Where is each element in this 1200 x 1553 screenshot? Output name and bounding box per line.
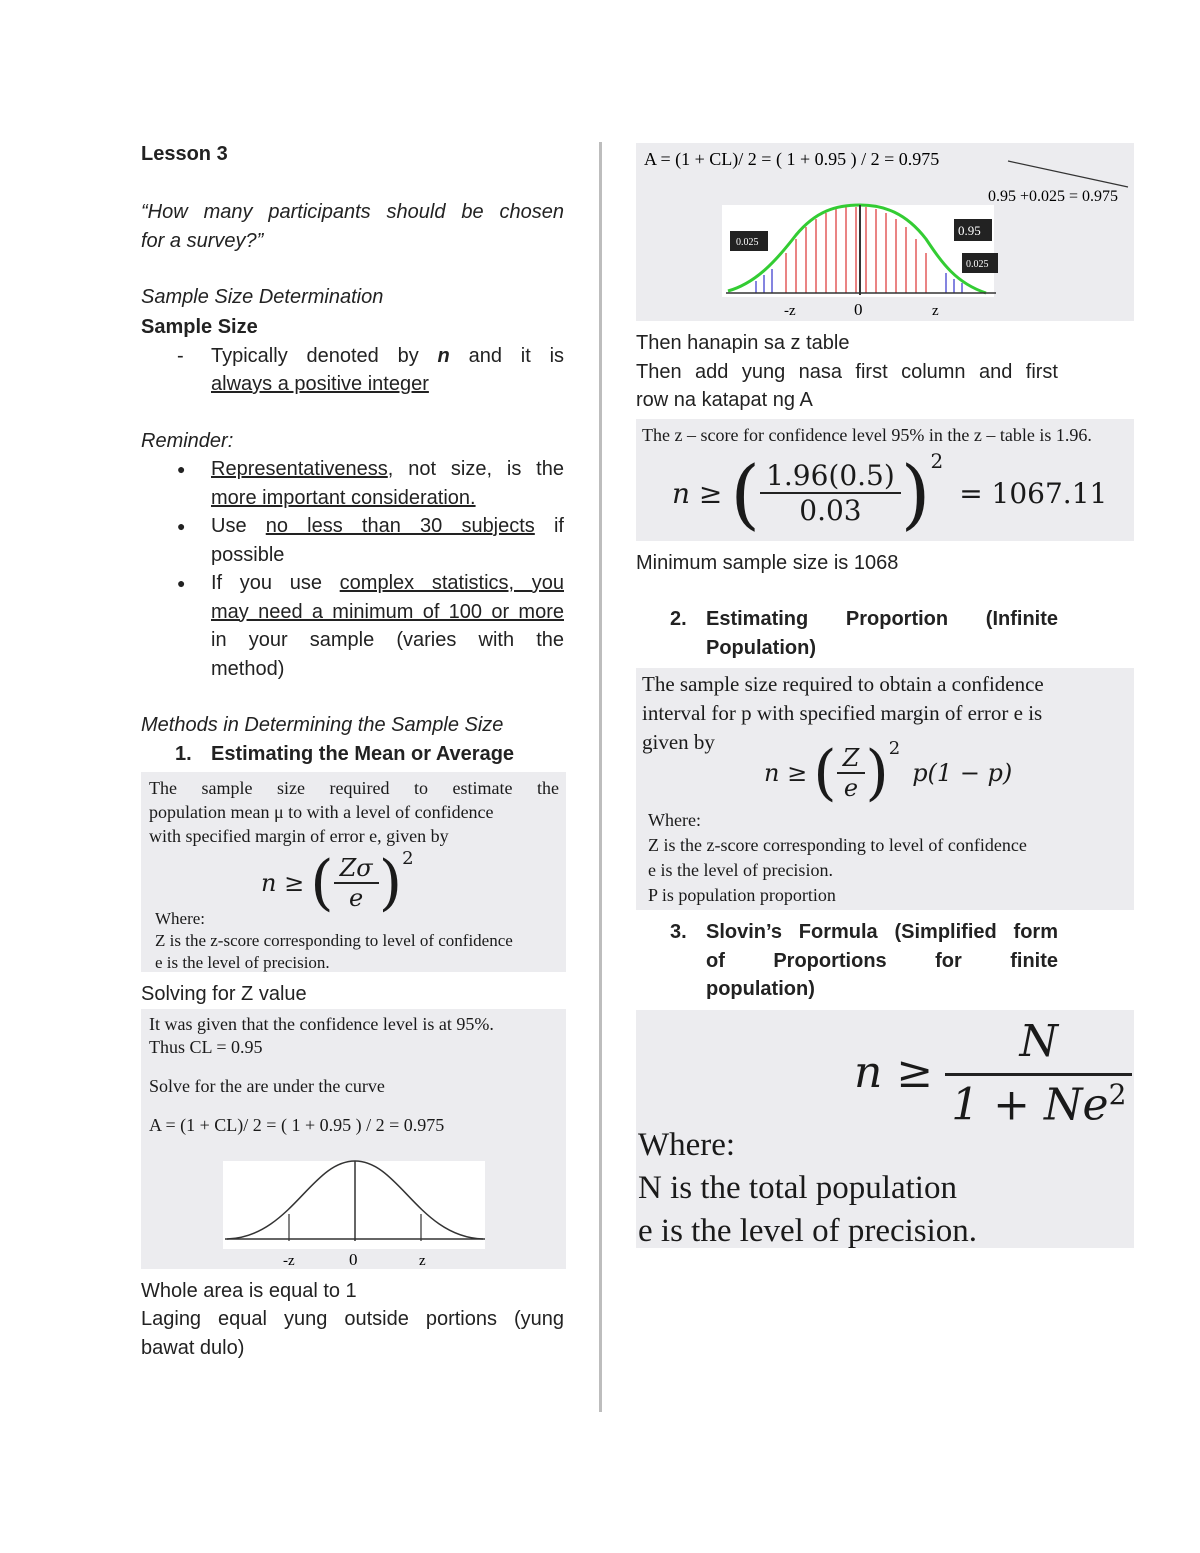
reminder-heading: Reminder: [141,429,234,452]
img1-exponent: 2 [402,848,414,869]
box-left-label: 0.025 [736,237,759,248]
z-curve-image [141,1009,566,1269]
slovin-formula-image [636,1010,1134,1248]
method-3-line-3: population) [706,978,815,1000]
area-diagram [636,143,1134,321]
then-1: Then hanapin sa z table [636,332,850,354]
img1-line-3: with specified margin of error e, given by [149,826,449,846]
area-diagram-image [636,143,1134,321]
whole-area-text: Whole area is equal to 1 [141,1279,357,1302]
method-1-title: Estimating the Mean or Average [211,742,515,765]
img1-fraction [334,854,379,912]
method-1-number: 1. [175,742,192,765]
img6-denominator-text: 1 + Ne [951,1079,1109,1131]
box-right-label: 0.025 [966,259,989,270]
img4-fraction [760,459,901,527]
question-line-1: “How many participants should be chosen [141,201,564,223]
img6-denominator [945,1076,1132,1131]
method-2-number: 2. [670,608,687,630]
typ-text-end: and it is [449,344,565,367]
img5-where-3: P is population proportion [648,885,836,905]
img5-denominator: e [843,774,859,802]
curve-background [223,1161,485,1249]
bullet-marker: ● [177,518,186,534]
r2-text-end: if [534,515,564,537]
neg-z-label: -z [283,1252,295,1269]
r3-line-4: method) [211,657,285,680]
img5-line-2: interval for p with specified margin of error e is [642,701,1043,725]
r1-underlined: Representativeness [211,458,388,480]
img1-line-2: population mean μ to with a level of confidence [149,802,494,822]
img6-where-2: e is the level of precision. [638,1212,978,1249]
img1-where-1: Z is the z-score corresponding to level of confidence [155,931,513,950]
r2-line-2: possible [211,543,285,566]
method-1 [141,740,564,769]
img4-numerator: 1.96(0.5) [760,459,901,494]
proportion-formula-image: The sample size required to obtain a confidence interval for p with specified margin of error e is given by n ≥ ( $\frac{Z}{e}$ ) $^2$ p(1 − p) Where: Z is the z-score corresponding to level of confidence e is the level of precision. P is population proportion [636,668,1134,910]
lesson-title: Lesson 3 [141,143,228,165]
img2-line-1: It was given that the confidence level is at 95%. [149,1013,494,1034]
img1-line-1: The sample size required to estimate the [149,778,559,798]
bullet-marker: ● [177,575,186,591]
n-symbol: n [437,344,450,367]
laging-line-2: bawat dulo) [141,1336,245,1359]
typ-text: Typically denoted by [211,344,438,367]
img5-where: Where: [648,810,701,830]
methods-heading: Methods in Determining the Sample Size [141,714,504,736]
reminder-list [141,455,564,683]
then-2-line-1: Then add yung nasa first column and first [636,360,1058,383]
img6-where: Where: [638,1126,736,1163]
z-label: z [419,1252,426,1269]
img1-where: Where: [155,909,206,928]
r3-line-3: in your sample (varies with the [211,629,564,651]
img6-lhs: n ≥ [854,1047,934,1099]
neg-z-label: -z [784,303,796,319]
minimum-text: Minimum sample size is 1068 [636,551,899,574]
sample-size-heading: Sample Size [141,315,258,338]
img4-denominator: 0.03 [799,494,862,527]
r1-line-2: more important consideration. [211,486,476,509]
column-divider [599,142,602,1412]
sample-size-list [141,342,564,399]
sum-label: 0.95 +0.025 = 0.975 [988,188,1119,205]
r3-underlined: complex statistics, you [339,572,564,594]
then-2-line-2: row na katapat ng A [636,389,813,411]
ssd-heading: Sample Size Determination [141,286,384,308]
mean-formula-image: The sample size required to estimate the population mean μ to with a level of confidence with specified margin of error e, given by n ≥ ( $\frac{Z\sigma}{e}$ ) $^2$ Where: Z is the z-score corresponding to level of confidence e is the level of precision. [141,772,566,972]
box-mid-label: 0.95 [958,223,981,238]
zero-label: 0 [349,1249,358,1269]
img5-fraction [837,744,866,802]
img1-lhs: n ≥ [261,869,305,897]
img1-numerator: Zσ [334,854,379,884]
img4-lhs: n ≥ [672,476,723,510]
img5-tail: p(1 − p) [912,759,1013,787]
img2-line-4: A = (1 + CL)/ 2 = ( 1 + 0.95 ) / 2 = 0.975 [149,1114,445,1135]
method-2-line-2: Population) [706,636,816,659]
method-3-line-1: Slovin’s Formula (Simplified form [706,921,1058,943]
img2-line-2: Thus CL = 0.95 [149,1036,263,1057]
r1-text: , not size, is the [387,458,564,480]
z-score-result-image: The z – score for confidence level 95% in the z – table is 1.96. n ≥ ( $\frac{1.96(0.5)}{0.03}$ ) $^2$ = 1067.11 [636,419,1134,541]
method-2-line-1: Estimating Proportion (Infinite [706,608,1058,630]
img5-line-3: given by [642,730,715,754]
solving-text: Solving for Z value [141,983,307,1005]
img6-where-1: N is the total population [638,1169,957,1206]
list-item [141,455,564,512]
r2-text: Use [211,515,266,537]
z-label: z [932,303,939,319]
method-3 [636,918,1058,1004]
typ-underlined: always a positive integer [211,373,429,395]
img5-lhs: n ≥ [764,759,808,787]
question-line-2: for a survey?” [141,229,264,252]
img5-where-1: Z is the z-score corresponding to level of confidence [648,835,1027,855]
list-item [141,569,564,683]
img4-exponent: 2 [930,448,944,473]
img1-denominator: e [349,884,364,912]
method-2 [636,605,1058,662]
img6-numerator: N [945,1016,1132,1076]
method-3-line-2: of Proportions for finite [706,949,1058,972]
left-column [141,138,564,1362]
r3-line-2: may need a minimum of 100 or more [211,600,564,623]
dash-marker: - [177,344,184,367]
img5-numerator: Z [837,744,866,774]
arrow-line [1008,161,1128,187]
img4-result: = 1067.11 [959,476,1108,510]
area-formula: A = (1 + CL)/ 2 = ( 1 + 0.95 ) / 2 = 0.975 [644,149,940,169]
bell-curve-diagram [141,1009,566,1269]
zero-label: 0 [854,300,863,319]
bullet-marker: ● [177,461,186,477]
img5-exponent: 2 [888,738,901,759]
img5-where-2: e is the level of precision. [648,860,833,880]
img4-line-1: The z – score for confidence level 95% in the z – table is 1.96. [642,424,1092,445]
list-item [141,512,564,569]
right-column [636,143,1134,1248]
img1-where-2: e is the level of precision. [155,953,330,972]
list-item [141,342,564,399]
img2-line-3: Solve for the are under the curve [149,1075,385,1096]
img6-fraction [945,1016,1132,1131]
laging-line-1: Laging equal yung outside portions (yung [141,1308,564,1330]
img5-line-1: The sample size required to obtain a confidence [642,672,1044,696]
r3-text: If you use [211,572,340,594]
r2-underlined: no less than 30 subjects [265,515,535,537]
method-3-number: 3. [670,921,687,943]
img6-denominator-exp: 2 [1108,1077,1127,1111]
